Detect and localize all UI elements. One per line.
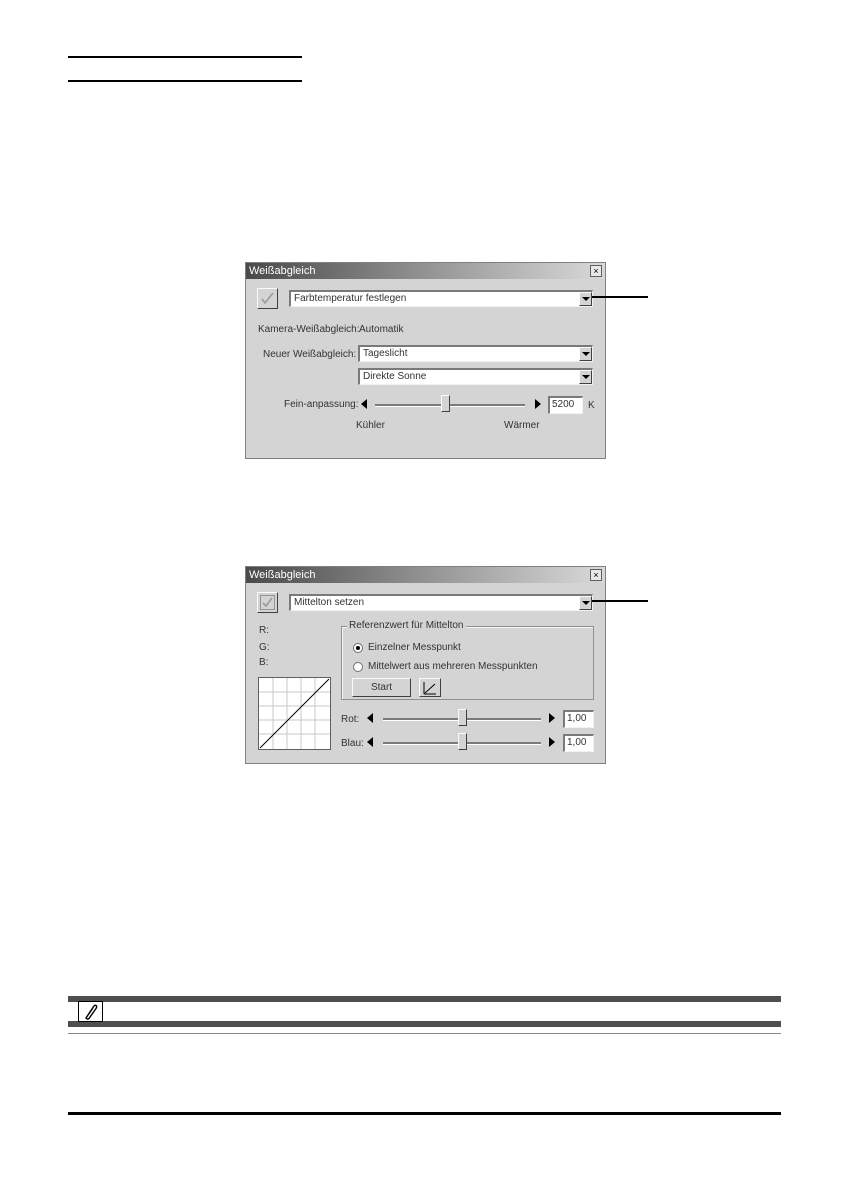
header-rule-top [68,56,302,58]
fine-tune-slider-thumb[interactable] [441,395,450,412]
slider-left-arrow-icon[interactable] [367,737,373,747]
red-label: Rot: [341,714,360,725]
apply-check-button[interactable] [257,592,278,613]
radio-single-point-label[interactable]: Einzelner Messpunkt [368,642,461,653]
g-readout-label: G: [259,642,270,653]
warmer-label: Wärmer [504,420,540,431]
eyedropper-icon [420,679,440,696]
note-bar-bottom-rule [68,1021,781,1027]
title-bar[interactable] [246,263,605,279]
checkmark-icon [258,593,277,612]
red-value-field[interactable]: 1,00 [563,710,594,728]
mode-dropdown-value: Mittelton setzen [294,597,365,608]
sub-wb-dropdown-value: Direkte Sonne [363,371,427,382]
radio-multi-point[interactable] [353,662,363,672]
red-slider-thumb[interactable] [458,709,467,726]
midtone-reference-group [341,620,594,700]
chevron-down-icon[interactable] [579,596,592,610]
note-thin-rule [68,1033,781,1034]
note-bar-top-rule [68,996,781,1002]
pencil-icon [79,1002,102,1021]
start-button-label: Start [370,682,393,693]
slider-right-arrow-icon[interactable] [549,713,555,723]
tone-curve-preview [258,677,331,750]
chevron-down-icon[interactable] [579,292,592,306]
note-icon-box [78,1001,103,1022]
apply-check-button[interactable] [257,288,278,309]
callout-line-1 [592,296,648,298]
fine-tune-unit: K [588,400,595,411]
camera-wb-value: Automatik [359,324,404,335]
mode-dropdown[interactable] [289,290,593,307]
midtone-reference-legend: Referenzwert für Mittelton [349,620,464,631]
radio-single-point[interactable] [353,643,363,653]
mode-dropdown-value: Farbtemperatur festlegen [294,293,407,304]
mode-dropdown[interactable] [289,594,593,611]
fine-tune-label: Fein-anpassung: [284,399,359,410]
camera-wb-label: Kamera-Weißabgleich: [258,324,360,335]
blue-value-field[interactable]: 1,00 [563,734,594,752]
callout-line-2 [592,600,648,602]
blue-label: Blau: [341,738,364,749]
close-icon[interactable]: × [590,265,602,277]
slider-left-arrow-icon[interactable] [361,399,367,409]
chevron-down-icon[interactable] [579,370,592,384]
eyedropper-button[interactable] [419,678,441,697]
checkmark-icon [258,289,277,308]
slider-right-arrow-icon[interactable] [535,399,541,409]
white-balance-dialog-color-temp [245,262,606,459]
fine-tune-track[interactable] [375,404,525,407]
footer-rule [68,1112,781,1115]
tone-curve-graph [259,678,330,749]
sub-wb-dropdown[interactable] [358,368,593,385]
slider-left-arrow-icon[interactable] [367,713,373,723]
start-button[interactable] [352,678,411,697]
new-wb-label: Neuer Weißabgleich: [263,349,357,360]
title-bar[interactable] [246,567,605,583]
b-readout-label: B: [259,657,269,668]
cooler-label: Kühler [356,420,385,431]
white-balance-dialog-midtone [245,566,606,764]
r-readout-label: R: [259,625,269,636]
header-rule-bottom [68,80,302,82]
chevron-down-icon[interactable] [579,347,592,361]
new-wb-dropdown-value: Tageslicht [363,348,408,359]
radio-multi-point-label[interactable]: Mittelwert aus mehreren Messpunkten [368,661,538,672]
fine-tune-value-field[interactable]: 5200 [548,396,583,414]
new-wb-dropdown[interactable] [358,345,593,362]
dialog-title: Weißabgleich [249,569,316,581]
dialog-title: Weißabgleich [249,265,316,277]
slider-right-arrow-icon[interactable] [549,737,555,747]
blue-slider-thumb[interactable] [458,733,467,750]
note-bar [68,996,781,1028]
close-icon[interactable]: × [590,569,602,581]
